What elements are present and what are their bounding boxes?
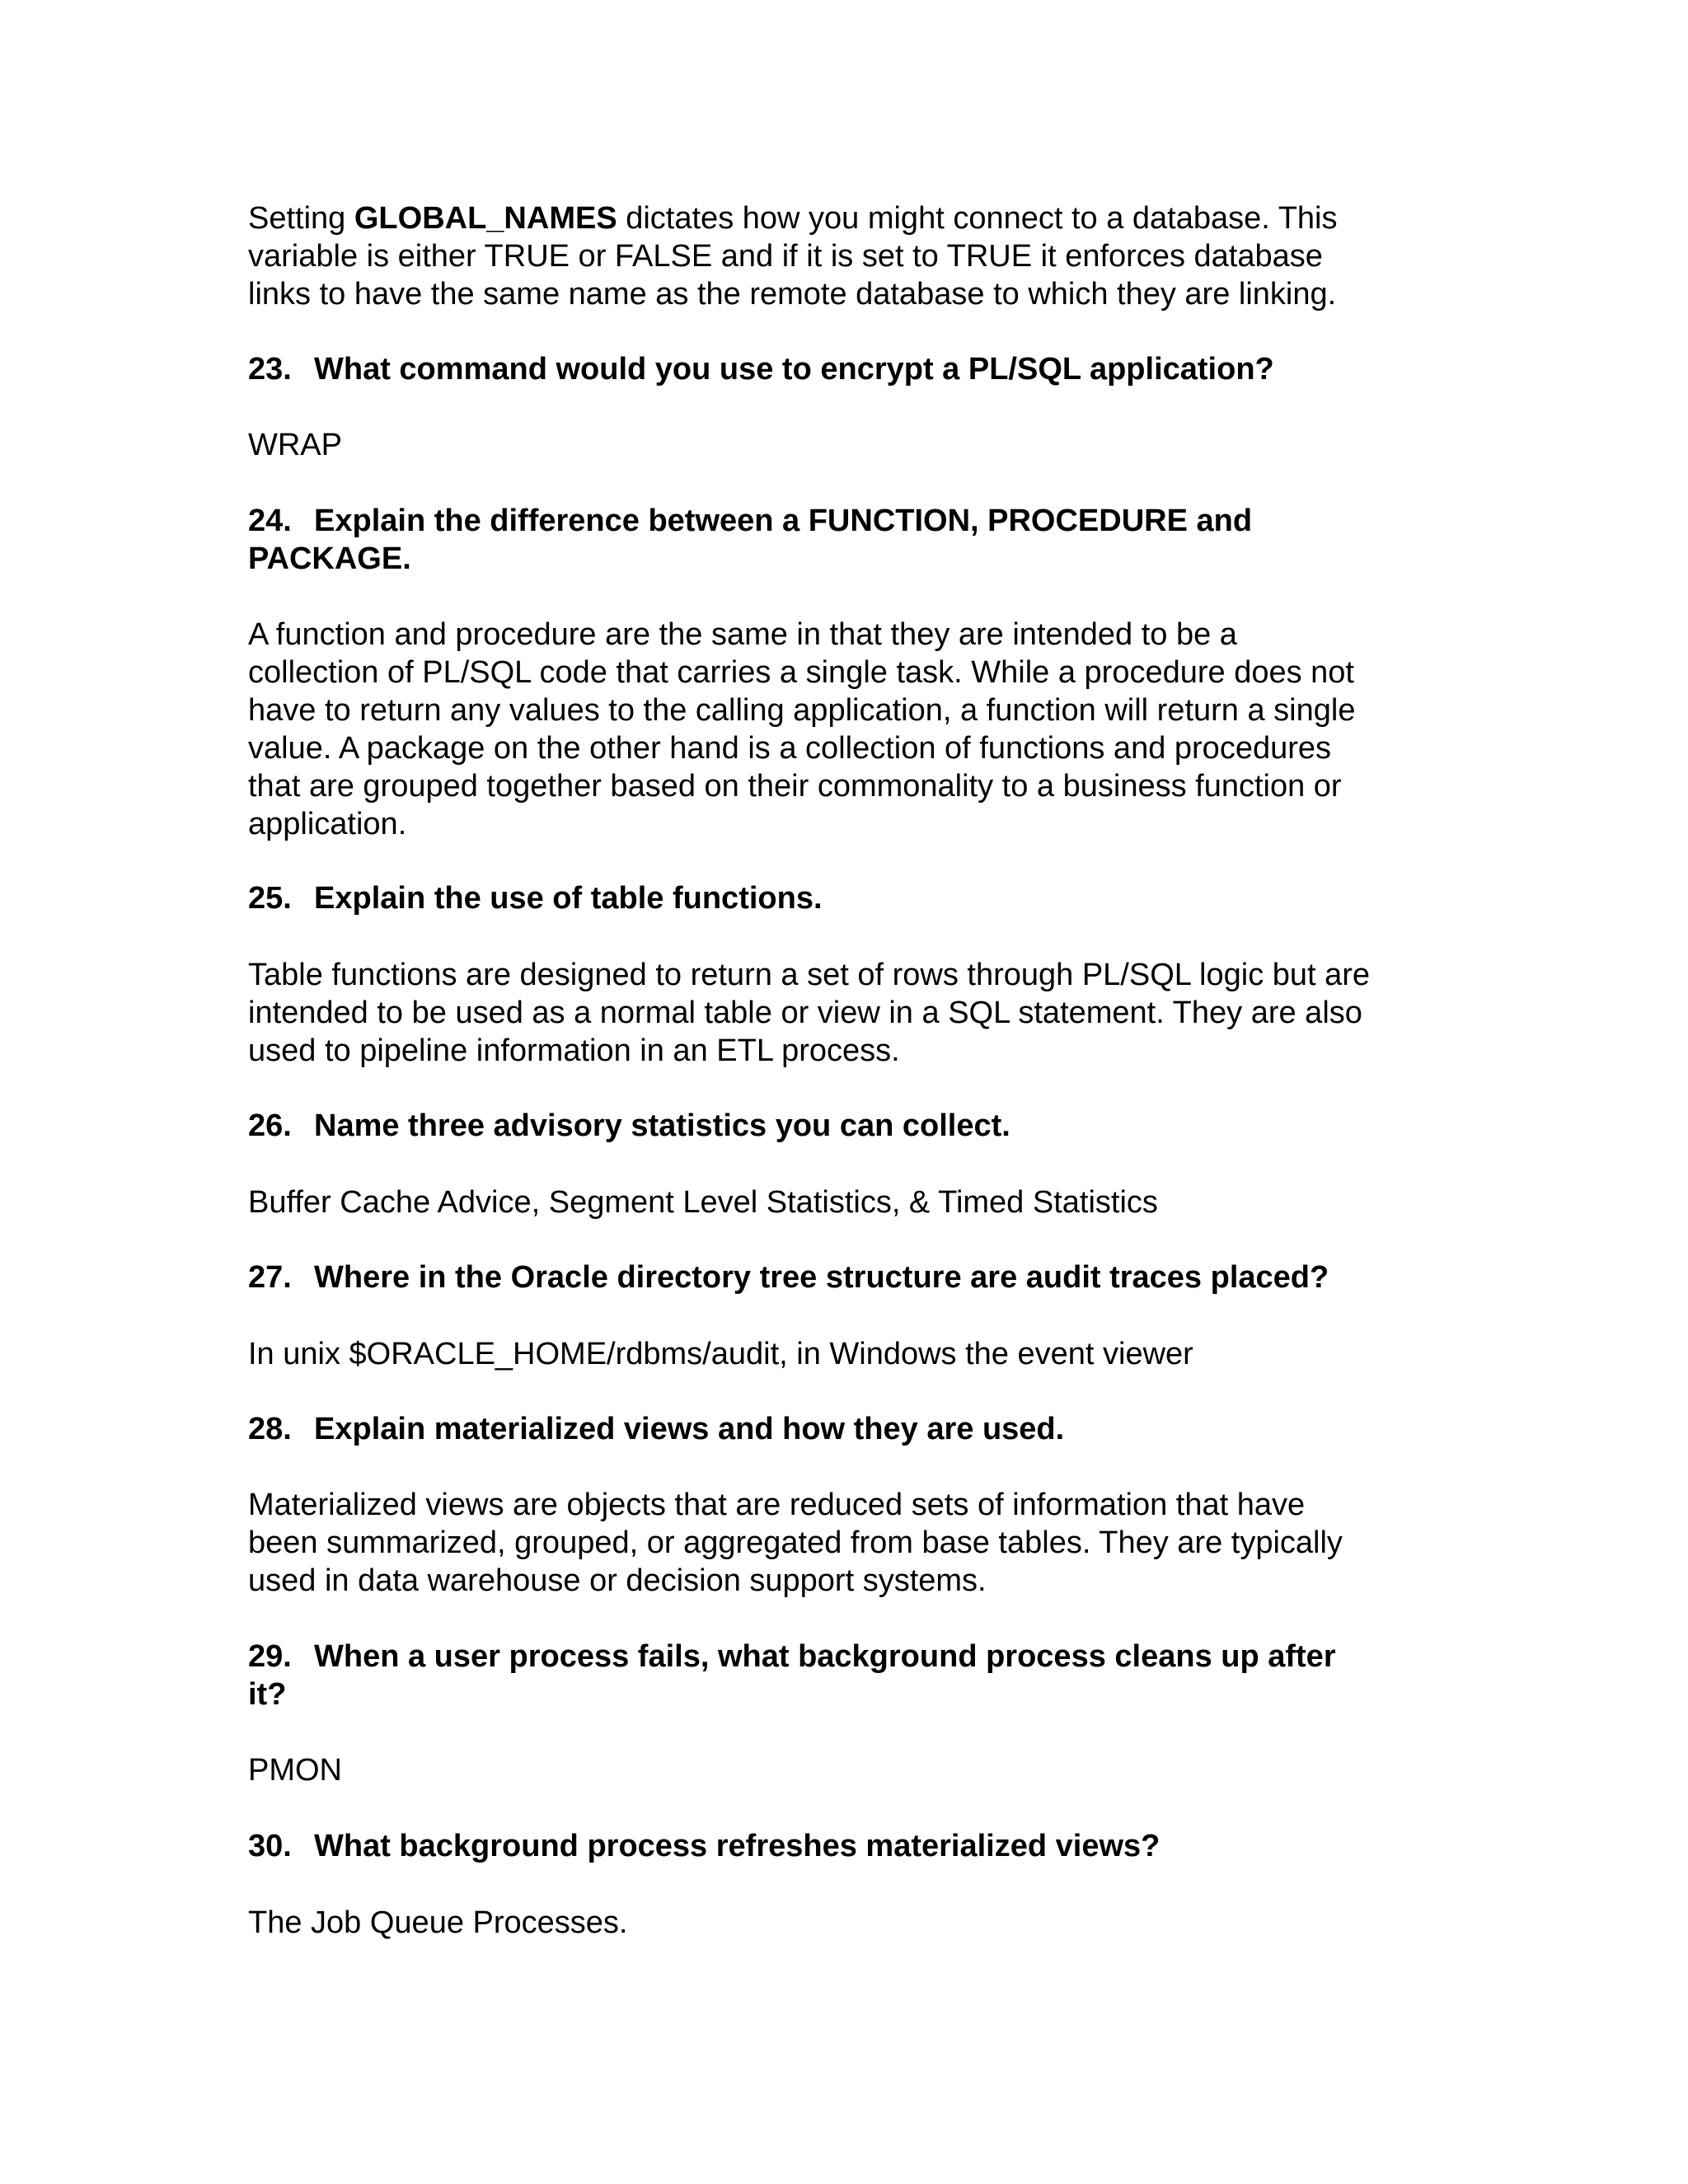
answer-line: used to pipeline information in an ETL process. <box>248 1033 900 1068</box>
question-text: Explain the use of table functions. <box>314 881 823 916</box>
answer-30 <box>248 1904 1451 1942</box>
question-text: Explain the difference between a FUNCTION, PROCEDURE and <box>314 504 1253 538</box>
answer-line: In unix $ORACLE_HOME/rdbms/audit, in Windows the event viewer <box>248 1337 1193 1371</box>
question-26 <box>248 1107 1451 1145</box>
answer-28 <box>248 1486 1451 1600</box>
question-number: 28. <box>248 1412 292 1446</box>
answer-line: Buffer Cache Advice, Segment Level Statistics, & Timed Statistics <box>248 1185 1158 1220</box>
answer-line: intended to be used as a normal table or view in a SQL statement. They are also <box>248 996 1362 1030</box>
answer-line: have to return any values to the calling application, a function will return a single <box>248 693 1356 728</box>
answer-line: A function and procedure are the same in that they are intended to be a <box>248 617 1237 652</box>
intro-line: links to have the same name as the remote database to which they are linking. <box>248 277 1337 312</box>
question-text: it? <box>248 1677 287 1712</box>
question-text: Where in the Oracle directory tree structure are audit traces placed? <box>314 1260 1329 1295</box>
answer-29 <box>248 1751 1451 1789</box>
question-27 <box>248 1258 1451 1296</box>
question-text: PACKAGE. <box>248 541 411 576</box>
intro-line: variable is either TRUE or FALSE and if it is set to TRUE it enforces database <box>248 239 1323 274</box>
answer-line: Table functions are designed to return a set of rows through PL/SQL logic but are <box>248 958 1371 992</box>
answer-line: application. <box>248 807 407 841</box>
answer-line: Materialized views are objects that are reduced sets of information that have <box>248 1488 1306 1522</box>
question-text: What background process refreshes materialized views? <box>314 1829 1160 1863</box>
question-text: When a user process fails, what background process cleans up after <box>314 1639 1336 1674</box>
global-names-term: GLOBAL_NAMES <box>354 201 617 236</box>
answer-line: used in data warehouse or decision support systems. <box>248 1563 987 1598</box>
question-number: 27. <box>248 1260 292 1295</box>
answer-line: value. A package on the other hand is a collection of functions and procedures <box>248 731 1332 766</box>
question-number: 26. <box>248 1108 292 1143</box>
question-29 <box>248 1638 1451 1713</box>
answer-line: PMON <box>248 1753 342 1788</box>
question-text: Explain materialized views and how they are used. <box>314 1412 1065 1446</box>
answer-line: The Job Queue Processes. <box>248 1905 628 1940</box>
question-28 <box>248 1410 1451 1448</box>
answer-line: been summarized, grouped, or aggregated from base tables. They are typically <box>248 1526 1343 1560</box>
question-number: 24. <box>248 504 292 538</box>
question-number: 25. <box>248 881 292 916</box>
question-text: What command would you use to encrypt a PL/SQL application? <box>314 352 1274 387</box>
question-25 <box>248 879 1451 917</box>
answer-24 <box>248 616 1451 843</box>
question-24 <box>248 502 1451 578</box>
intro-line: Setting GLOBAL_NAMES dictates how you might connect to a database. This <box>248 201 1338 236</box>
question-23 <box>248 350 1451 388</box>
question-number: 30. <box>248 1829 292 1863</box>
answer-line: that are grouped together based on their commonality to a business function or <box>248 769 1342 804</box>
question-number: 23. <box>248 352 292 387</box>
question-30 <box>248 1827 1451 1865</box>
answer-line: collection of PL/SQL code that carries a single task. While a procedure does not <box>248 655 1354 690</box>
answer-line: WRAP <box>248 428 342 462</box>
intro-paragraph <box>248 199 1451 313</box>
answer-26 <box>248 1183 1451 1221</box>
answer-23 <box>248 426 1451 464</box>
answer-25 <box>248 956 1451 1070</box>
question-text: Name three advisory statistics you can collect. <box>314 1108 1010 1143</box>
answer-27 <box>248 1335 1451 1373</box>
question-number: 29. <box>248 1639 292 1674</box>
